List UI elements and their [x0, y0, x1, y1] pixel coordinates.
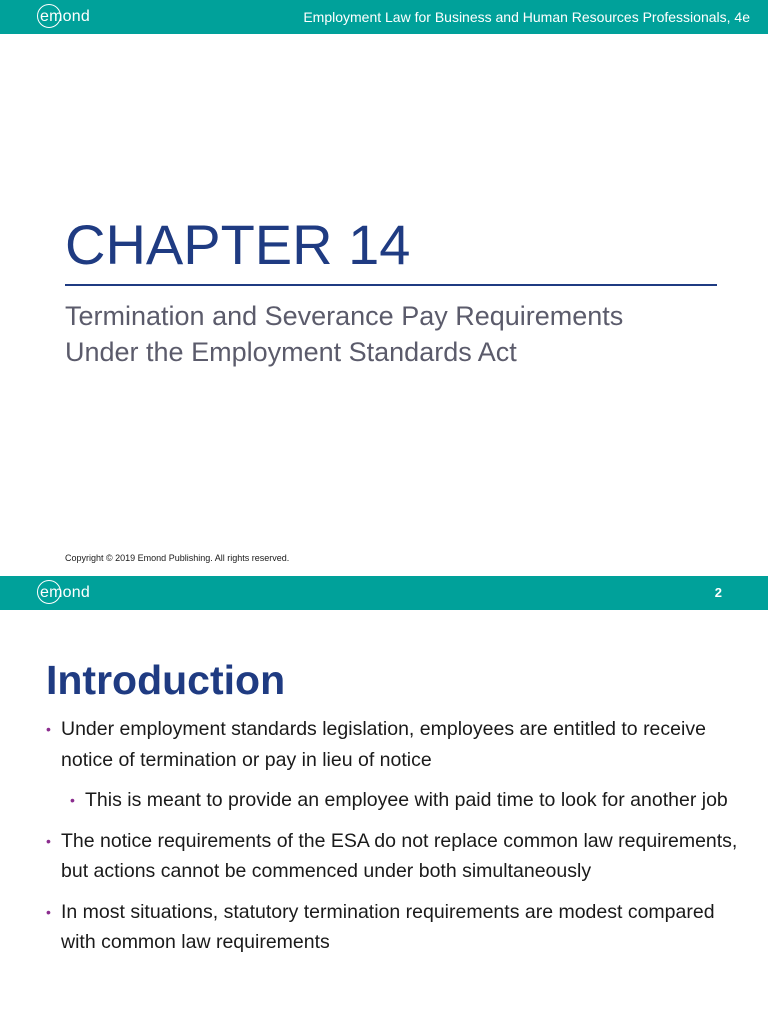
bullet-text: The notice requirements of the ESA do not replace common law requirements, but actions cannot be commenced under both simultaneously — [61, 829, 738, 882]
emond-logo — [38, 580, 88, 606]
sub-bullet-item — [70, 785, 746, 816]
bullet-list — [46, 714, 746, 968]
bullet-icon: • — [46, 903, 51, 920]
bullet-text: In most situations, statutory termination requirements are modest compared with common law requirements — [61, 900, 715, 953]
logo-text: emond — [40, 584, 90, 601]
header-bar — [0, 0, 768, 34]
slide-heading: Introduction — [46, 657, 286, 703]
bullet-icon: • — [46, 832, 51, 849]
bullet-item — [46, 826, 746, 887]
bullet-item — [46, 714, 746, 775]
copyright-notice: Copyright © 2019 Emond Publishing. All rights reserved. — [65, 553, 290, 563]
header-bar — [0, 576, 768, 610]
bullet-icon: • — [70, 792, 75, 808]
bullet-item — [46, 897, 746, 958]
title-divider — [65, 284, 717, 286]
bullet-icon: • — [46, 721, 51, 737]
page-number: 2 — [714, 585, 722, 600]
logo-text: emond — [40, 8, 90, 25]
chapter-subtitle: Termination and Severance Pay Requirements Under the Employment Standards Act — [65, 301, 624, 367]
chapter-title: CHAPTER 14 — [65, 213, 411, 276]
bullet-text: Under employment standards legislation, employees are entitled to receive notice of termination or pay in lieu of notice — [61, 718, 706, 771]
book-title: Employment Law for Business and Human Resources Professionals, 4e — [303, 9, 750, 25]
content-slide — [0, 576, 768, 1024]
emond-logo — [38, 4, 88, 30]
bullet-text: This is meant to provide an employee with paid time to look for another job — [85, 789, 728, 811]
